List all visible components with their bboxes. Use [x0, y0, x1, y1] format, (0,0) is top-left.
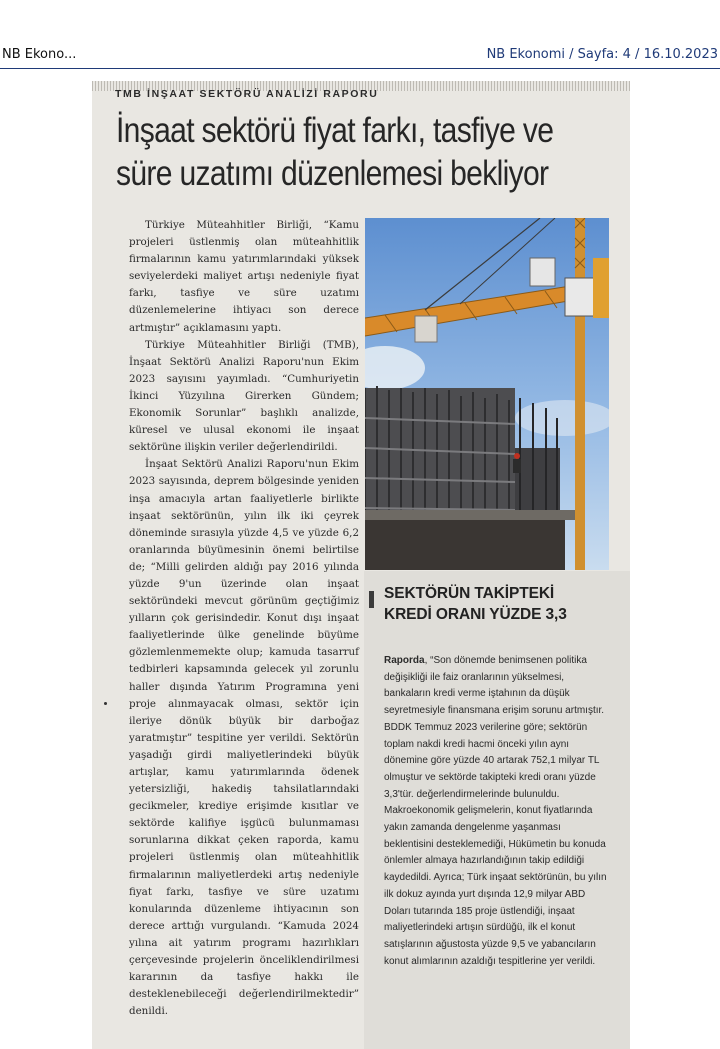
page-header-info: NB Ekonomi / Sayfa: 4 / 16.10.2023 [486, 47, 718, 62]
header-divider [0, 68, 720, 69]
subhead-marker [369, 591, 374, 608]
body-paragraph: Türkiye Müteahhitler Birliği, “Kamu projeleri üstlenmiş olan müteahhitlik firmalarının kamu yatırımlarındaki yüksek seviyelerdeki maliyet artışı nedeniyle fiyat farkı, tasfiye ve süre uzatımı düzenlemelerine ihtiyacı son derece artmıştır” açıklamasını yaptı. [129, 219, 359, 334]
body-paragraph: İnşaat Sektörü Analizi Raporu'nun Ekim 2023 sayısında, deprem bölgesinde yeniden inşa amacıyla artan faaliyetlerle birlikte inşaat sektörünün, yılın ilk iki çeyrek döneminde sırasıyla yüzde 4,5 ve yüzde 6,2 oranlarında büyümesinin önemi belirtilse de; “Milli gelirden aldığı pay 2016 yılında yüzde 9'un üzerinde olan inşaat sektöründeki mevcut görünüm geçtiğimiz yılların çok gerisindedir. Konut dışı inşaat faaliyetlerinde ülke genelinde büyüme gözlemlenmemekte olup; kamuda tasarruf tedbirleri kapsamında gelecek yıl zorunlu haller dışında Yatırım Programına yeni proje alınmayacak olması, sektör için ileriye dönük büyük bir darboğaz yaratmıştır” tespitine yer verildi. Sektörün yaşadığı girdi maliyetlerindeki büyük artışlar, kamu yatırımlarında ödenek yetersizliği, hakediş tahsilatlarındaki gecikmeler, krediye erişimde kısıtlar ve sektörde kalifiye işgücü bulunmaması sorunlarına dikkat çeken raporda, kamu projeleri üstlenmiş olan müteahhitlik firmalarının maliyetlerdeki artış nedeniyle fiyat farkı, tasfiye ve süre uzatımı konularında düzenleme ihtiyacının son derece arttığı vurgulandı. “Kamuda 2024 yılına ait yatırım programı hazırlıkları çerçevesinde projelerin önceliklendirilmesi kararının da tasfiye hakkı ile desteklenebileceği değerlendirilmektedir” denildi. [129, 458, 359, 1018]
sidebar-body: , “Son dönemde benimsenen politika değişikliği ile faiz oranlarının yükselmesi, bankaların kredi verme iştahının da düşük seyretmesiyle finansmana erişim sorunu artmıştır. BDDK Temmuz 2023 verilerine göre; sektörün toplam nakdi kredi hacmi önceki yılın aynı dönemine göre yüzde 40 artarak 752,1 milyar TL olmuştur ve sektörde takipteki kredi oranı yüzde 3,3'tür. değerlendirmelerinde bulunuldu. Makroekonomik gelişmelerin, konut fiyatlarında yakın zamanda dengelenme yaşanması beklentisini desteklemediği, Hükümetin bu konuda önlemler almaya hazırlandığının takip edildiği kaydedildi. Ayrıca; Türk inşaat sektörünün, bu yılın ilk dokuz ayında yurt dışında 12,9 milyar ABD Doları tutarında 185 proje üstlendiği, inşaat maliyetlerindeki artışın sürdüğü, ilk el konut satışlarının ağustosta yüzde 9,5 ve yabancıların konut alımlarının azaldığı tespitlerine yer verildi. [384, 655, 607, 967]
sidebar-subhead [384, 583, 624, 625]
print-speck [104, 702, 107, 705]
page-header-source: NB Ekono... [2, 47, 77, 62]
subhead-line-1: SEKTÖRÜN TAKİPTEKİ [384, 585, 555, 602]
sidebar-box [364, 571, 630, 1049]
newspaper-clipping [92, 81, 630, 1049]
headline-line-1: İnşaat sektörü fiyat farkı, tasfiye ve [116, 111, 554, 150]
article-headline [116, 109, 554, 195]
subhead-line-2: KREDİ ORANI YÜZDE 3,3 [384, 606, 567, 623]
headline-line-2: süre uzatımı düzenlemesi bekliyor [116, 154, 549, 193]
body-paragraph: Türkiye Müteahhitler Birliği (TMB), İnşaat Sektörü Analizi Raporu'nun Ekim 2023 sayısını yayımladı. “Cumhuriyetin İkinci Yüzyılına Girerken Gündem; Ekonomik Sorunlar” başlıklı analizde, küresel ve ulusal ekonomi ile inşaat sektörüne ilişkin veriler değerlendirildi. [129, 338, 359, 454]
sidebar-lead: Raporda [384, 655, 425, 666]
section-label: TMB İNŞAAT SEKTÖRÜ ANALİZİ RAPORU [115, 88, 379, 100]
sidebar-text [384, 653, 612, 970]
article-body [129, 217, 359, 1020]
construction-crane-photo [365, 218, 609, 570]
